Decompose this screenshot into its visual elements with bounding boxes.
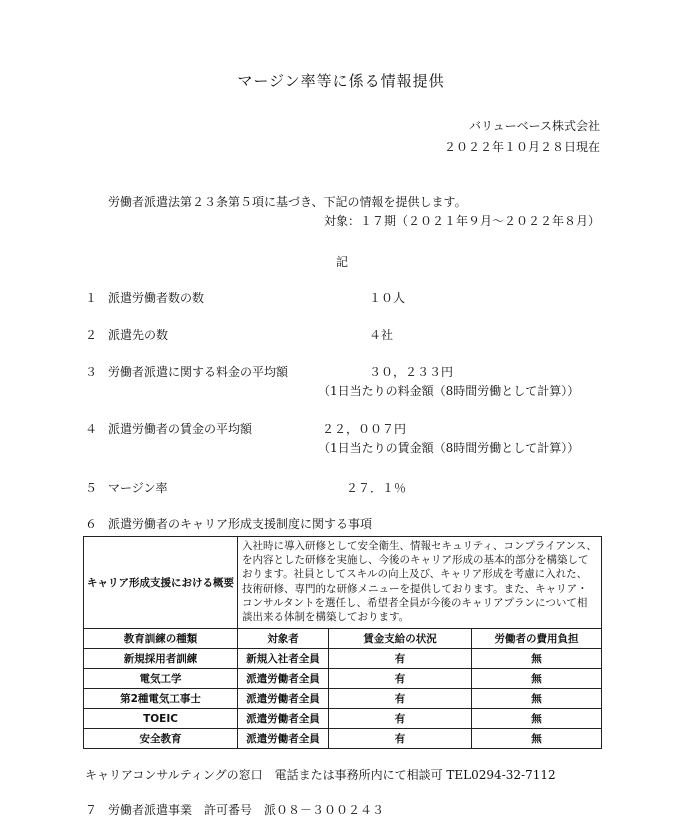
ki-mark: 記 (336, 255, 349, 269)
table-row (84, 709, 602, 729)
item-label: 派遣先の数 (108, 328, 169, 342)
training-type: 新規採用者訓練 (84, 649, 238, 669)
item-label: 労働者派遣に関する料金の平均額 (108, 365, 289, 379)
header-cost-burden: 労働者の費用負担 (472, 629, 602, 649)
target-person: 派遣労働者全員 (238, 709, 329, 729)
item-label: 派遣労働者のキャリア形成支援制度に関する事項 (108, 517, 373, 531)
license-text: 労働者派遣事業 許可番号 派０８－３００２４３ (108, 803, 385, 817)
target-person: 派遣労働者全員 (238, 689, 329, 709)
wage-status: 有 (329, 729, 472, 749)
item-number: ３ (85, 365, 98, 379)
target-person: 派遣労働者全員 (238, 669, 329, 689)
item-number: １ (85, 291, 98, 305)
item-value: ２７．１％ (346, 481, 407, 495)
item-value: ４社 (369, 328, 394, 342)
item-label: 派遣労働者の賃金の平均額 (108, 422, 253, 436)
item-number: ６ (85, 517, 98, 531)
item-value: ２２，００７円 (322, 422, 407, 436)
table-row (84, 669, 602, 689)
item-number: ７ (85, 803, 98, 817)
career-support-table (83, 536, 602, 749)
table-row (84, 729, 602, 749)
intro-text: 労働者派遣法第２３条第５項に基づき、下記の情報を提供します。 (108, 195, 467, 209)
item-label: マージン率 (108, 481, 168, 495)
target-person: 新規入社者全員 (238, 649, 329, 669)
item-note: （1日当たりの料金額（8時間労働として計算）） (318, 384, 580, 398)
table-header-row (84, 629, 602, 649)
overview-row (84, 537, 602, 629)
consulting-contact: キャリアコンサルティングの窓口 電話または事務所内にて相談可 TEL0294-32-7112 (85, 768, 556, 782)
training-type: 第2種電気工事士 (84, 689, 238, 709)
table-row (84, 689, 602, 709)
header-wage-status: 賃金支給の状況 (329, 629, 472, 649)
item-number: ５ (85, 481, 98, 495)
issue-date: ２０２２年１０月２８日現在 (443, 140, 600, 154)
page-title: マージン率等に係る情報提供 (237, 72, 445, 90)
header-training-type: 教育訓練の種類 (84, 629, 238, 649)
item-value: ３０，２３３円 (369, 365, 454, 379)
table-row (84, 649, 602, 669)
wage-status: 有 (329, 709, 472, 729)
cost-burden: 無 (472, 709, 602, 729)
item-value: １０人 (369, 291, 406, 305)
training-type: TOEIC (84, 709, 238, 729)
wage-status: 有 (329, 669, 472, 689)
wage-status: 有 (329, 689, 472, 709)
cost-burden: 無 (472, 669, 602, 689)
header-target: 対象者 (238, 629, 329, 649)
system-label: キャリア形成支援における概要 (84, 537, 238, 629)
target-person: 派遣労働者全員 (238, 729, 329, 749)
target-period: 対象：１７期（２０２１年９月～２０２２年８月） (323, 214, 600, 228)
training-type: 電気工学 (84, 669, 238, 689)
system-overview: 入社時に導入研修として安全衛生、情報セキュリティ、コンプライアンス、を内容とした研修を実施し、今後のキャリア形成の基本的部分を構築しております。社員としてスキルの向上及び、キャリア形成を考慮に入れた、技術研修、専門的な研修メニューを提供しております。また、キャリア・コンサルタントを選任し、希望者全員が今後のキャリアプランについて相談出来る体制を構築しております。 (238, 537, 602, 629)
cost-burden: 無 (472, 689, 602, 709)
cost-burden: 無 (472, 729, 602, 749)
item-note: （1日当たりの賃金額（8時間労働として計算）） (318, 441, 580, 455)
wage-status: 有 (329, 649, 472, 669)
item-number: ４ (85, 422, 98, 436)
training-type: 安全教育 (84, 729, 238, 749)
cost-burden: 無 (472, 649, 602, 669)
item-label: 派遣労働者数の数 (108, 291, 205, 305)
item-number: ２ (85, 328, 98, 342)
company-name: バリューベース株式会社 (468, 119, 600, 133)
